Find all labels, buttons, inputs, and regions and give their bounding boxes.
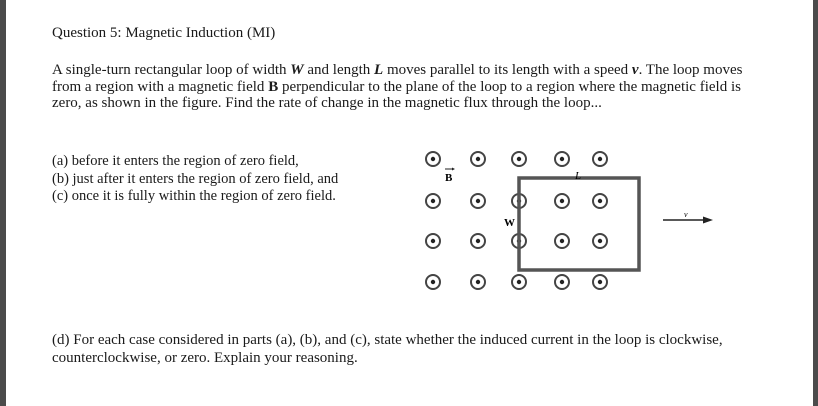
- loop-rectangle: [519, 178, 639, 270]
- field-dot: [593, 275, 607, 289]
- width-label: W: [504, 217, 515, 229]
- field-dot: [555, 152, 569, 166]
- part-a: (a) before it enters the region of zero field,: [52, 153, 299, 169]
- field-dot: [471, 275, 485, 289]
- right-window-border: [813, 0, 818, 406]
- field-dot: [426, 152, 440, 166]
- field-dot: [426, 234, 440, 248]
- field-dot: [512, 275, 526, 289]
- question-intro: A single-turn rectangular loop of width W and length L moves parallel to its length with a speed v. The loop moves from a region with a magnetic field B perpendicular to the plane of the loop to a region where the magnetic field is zero, as shown in the figure. Find the rate of change in the magnetic flux through the loop...: [52, 62, 743, 111]
- field-dot: [426, 194, 440, 208]
- field-dot: [555, 194, 569, 208]
- figure-svg: [418, 146, 718, 306]
- part-d: (d) For each case considered in parts (a), (b), and (c), state whether the induced current in the loop is clockwise, counterclockwise, or zero. Explain your reasoning.: [52, 332, 723, 366]
- field-dot: [593, 152, 607, 166]
- magnetic-field-figure: [418, 146, 718, 306]
- velocity-label: v: [684, 210, 688, 219]
- field-dot: [471, 152, 485, 166]
- field-dot: [593, 234, 607, 248]
- field-dot: [512, 152, 526, 166]
- field-label: B: [445, 172, 453, 184]
- velocity-arrowhead: [703, 217, 713, 224]
- question-title: Question 5: Magnetic Induction (MI): [52, 25, 276, 41]
- field-dot: [593, 194, 607, 208]
- part-c: (c) once it is fully within the region of zero field.: [52, 188, 336, 204]
- part-b: (b) just after it enters the region of zero field, and: [52, 170, 339, 187]
- field-dot: [555, 234, 569, 248]
- field-dot: [555, 275, 569, 289]
- field-dot: [471, 234, 485, 248]
- question-parts: [52, 153, 338, 206]
- left-window-border: [0, 0, 6, 406]
- field-dot: [471, 194, 485, 208]
- length-label: L: [575, 170, 582, 182]
- field-dot: [426, 275, 440, 289]
- field-vector-head: [452, 168, 455, 171]
